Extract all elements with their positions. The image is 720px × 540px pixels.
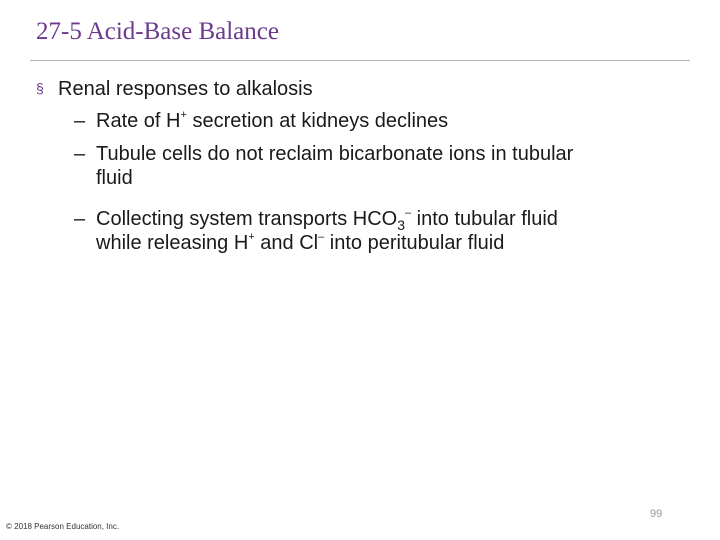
dash-marker: – — [74, 143, 86, 165]
sub-bullet-1 — [74, 109, 694, 133]
sub-bullet-2 — [74, 142, 694, 189]
title-divider — [30, 60, 690, 61]
sub-bullet-text: Collecting system transports $HCO_3^-$ into tubular fluid while releasing H+ and Cl– into peritubular fluid — [96, 207, 558, 254]
sub-bullet-text: Rate of H+ secretion at kidneys declines — [96, 109, 449, 132]
copyright-footer: © 2018 Pearson Education, Inc. — [6, 522, 120, 531]
sub-bullet-text: Tubule cells do not reclaim bicarbonate ions in tubular fluid — [96, 143, 574, 189]
page-number: 99 — [650, 508, 663, 520]
slide-title: 27-5 Acid-Base Balance — [36, 18, 279, 45]
dash-marker: – — [74, 110, 86, 132]
dash-marker: – — [74, 208, 86, 230]
main-bullet-text: Renal responses to alkalosis — [58, 78, 313, 100]
main-bullet — [36, 76, 313, 101]
sub-bullet-3 — [74, 207, 694, 254]
bullet-marker-icon: § — [36, 80, 44, 96]
